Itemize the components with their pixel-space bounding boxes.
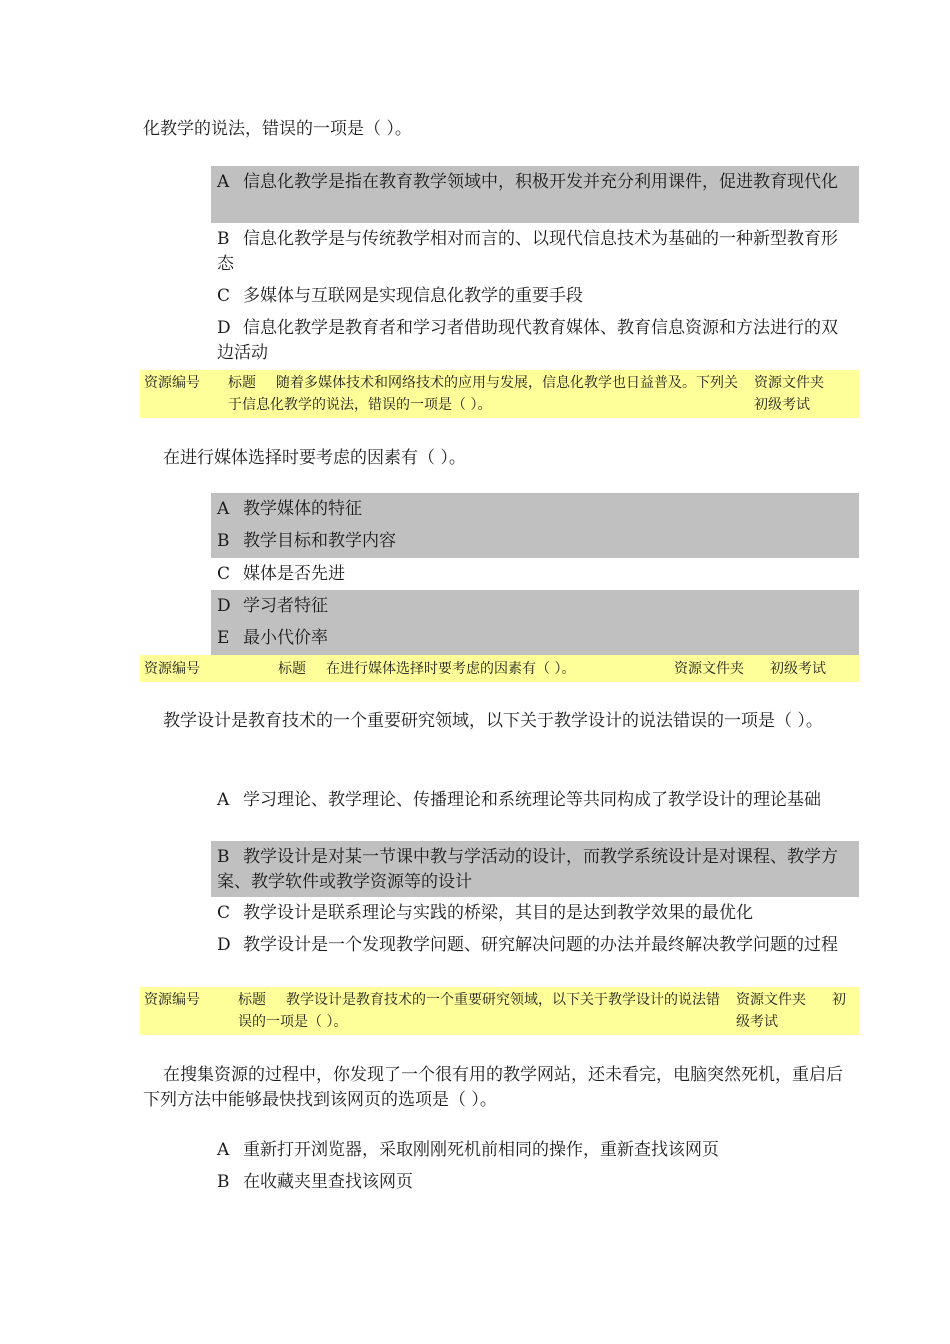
title-label: 标题 bbox=[278, 661, 306, 677]
option-letter: A bbox=[217, 1140, 230, 1160]
option-letter: A bbox=[217, 499, 230, 519]
option-c[interactable] bbox=[211, 897, 859, 929]
option-text: 信息化教学是与传统教学相对而言的、以现代信息技术为基础的一种新型教育形态 bbox=[217, 229, 838, 274]
folder-label: 资源文件夹 bbox=[674, 661, 744, 677]
option-letter: D bbox=[217, 596, 231, 616]
option-d[interactable] bbox=[211, 929, 859, 986]
resource-meta bbox=[140, 987, 859, 1035]
option-letter: A bbox=[217, 790, 230, 810]
option-text: 媒体是否先进 bbox=[243, 564, 345, 584]
folder-value: 初级考试 bbox=[754, 397, 810, 413]
resource-meta bbox=[140, 370, 859, 418]
option-letter: E bbox=[217, 628, 230, 648]
option-a[interactable] bbox=[211, 493, 859, 525]
question-text: 在进行媒体选择时要考虑的因素有（ ）。 bbox=[163, 448, 466, 468]
option-letter: A bbox=[217, 172, 230, 192]
resource-meta bbox=[140, 655, 859, 682]
option-d[interactable] bbox=[211, 590, 859, 622]
option-text: 学习者特征 bbox=[243, 596, 328, 616]
folder-label: 资源文件夹 bbox=[736, 992, 806, 1008]
option-letter: B bbox=[217, 229, 230, 249]
option-text: 教学媒体的特征 bbox=[243, 499, 362, 519]
option-letter: C bbox=[217, 564, 231, 584]
option-c[interactable] bbox=[211, 280, 859, 312]
folder-label: 资源文件夹 bbox=[754, 375, 824, 391]
resource-id-label: 资源编号 bbox=[144, 661, 200, 677]
option-e[interactable] bbox=[211, 622, 859, 655]
option-text: 在收藏夹里查找该网页 bbox=[243, 1172, 413, 1192]
option-text: 信息化教学是指在教育教学领域中，积极开发并充分利用课件，促进教育现代化 bbox=[243, 172, 838, 192]
resource-title: 随着多媒体技术和网络技术的应用与发展，信息化教学也日益普及。下列关于信息化教学的说法，错误的一项是（ ）。 bbox=[228, 375, 738, 413]
question-text: 化教学的说法，错误的一项是（ ）。 bbox=[143, 119, 412, 139]
option-text: 学习理论、教学理论、传播理论和系统理论等共同构成了教学设计的理论基础 bbox=[243, 790, 821, 810]
option-a[interactable] bbox=[211, 784, 859, 841]
resource-title: 在进行媒体选择时要考虑的因素有（ ）。 bbox=[326, 661, 576, 677]
option-letter: B bbox=[217, 1172, 230, 1192]
option-b[interactable] bbox=[211, 525, 859, 558]
folder-value: 初级考试 bbox=[770, 661, 826, 677]
folder-value: 初级考试 bbox=[736, 992, 846, 1030]
option-text: 教学目标和教学内容 bbox=[243, 531, 396, 551]
question-text: 教学设计是教育技术的一个重要研究领域，以下关于教学设计的说法错误的一项是（ ）。 bbox=[163, 711, 823, 731]
option-b[interactable] bbox=[211, 1166, 859, 1198]
option-text: 教学设计是一个发现教学问题、研究解决问题的办法并最终解决教学问题的过程 bbox=[243, 935, 838, 955]
option-b[interactable] bbox=[211, 841, 859, 897]
option-letter: D bbox=[217, 318, 231, 338]
option-c[interactable] bbox=[211, 558, 859, 590]
option-letter: B bbox=[217, 847, 230, 867]
option-a[interactable] bbox=[211, 1134, 859, 1166]
option-b[interactable] bbox=[211, 223, 859, 280]
option-d[interactable] bbox=[211, 312, 859, 369]
resource-id-label: 资源编号 bbox=[144, 375, 200, 391]
option-letter: C bbox=[217, 286, 231, 306]
resource-id-label: 资源编号 bbox=[144, 992, 200, 1008]
option-a[interactable] bbox=[211, 166, 859, 223]
title-label: 标题 bbox=[238, 992, 266, 1008]
option-text: 教学设计是对某一节课中教与学活动的设计，而教学系统设计是对课程、教学方案、教学软件或教学资源等的设计 bbox=[217, 847, 838, 892]
option-text: 教学设计是联系理论与实践的桥梁，其目的是达到教学效果的最优化 bbox=[243, 903, 753, 923]
option-letter: B bbox=[217, 531, 230, 551]
option-text: 最小代价率 bbox=[243, 628, 328, 648]
option-letter: C bbox=[217, 903, 231, 923]
option-text: 重新打开浏览器，采取刚刚死机前相同的操作，重新查找该网页 bbox=[243, 1140, 719, 1160]
option-text: 多媒体与互联网是实现信息化教学的重要手段 bbox=[243, 286, 583, 306]
resource-title: 教学设计是教育技术的一个重要研究领域，以下关于教学设计的说法错误的一项是（ ）。 bbox=[238, 992, 720, 1030]
option-letter: D bbox=[217, 935, 231, 955]
question-text: 在搜集资源的过程中，你发现了一个很有用的教学网站，还未看完，电脑突然死机，重启后下列方法中能够最快找到该网页的选项是（ ）。 bbox=[143, 1065, 843, 1110]
title-label: 标题 bbox=[228, 375, 256, 391]
option-text: 信息化教学是教育者和学习者借助现代教育媒体、教育信息资源和方法进行的双边活动 bbox=[217, 318, 838, 363]
